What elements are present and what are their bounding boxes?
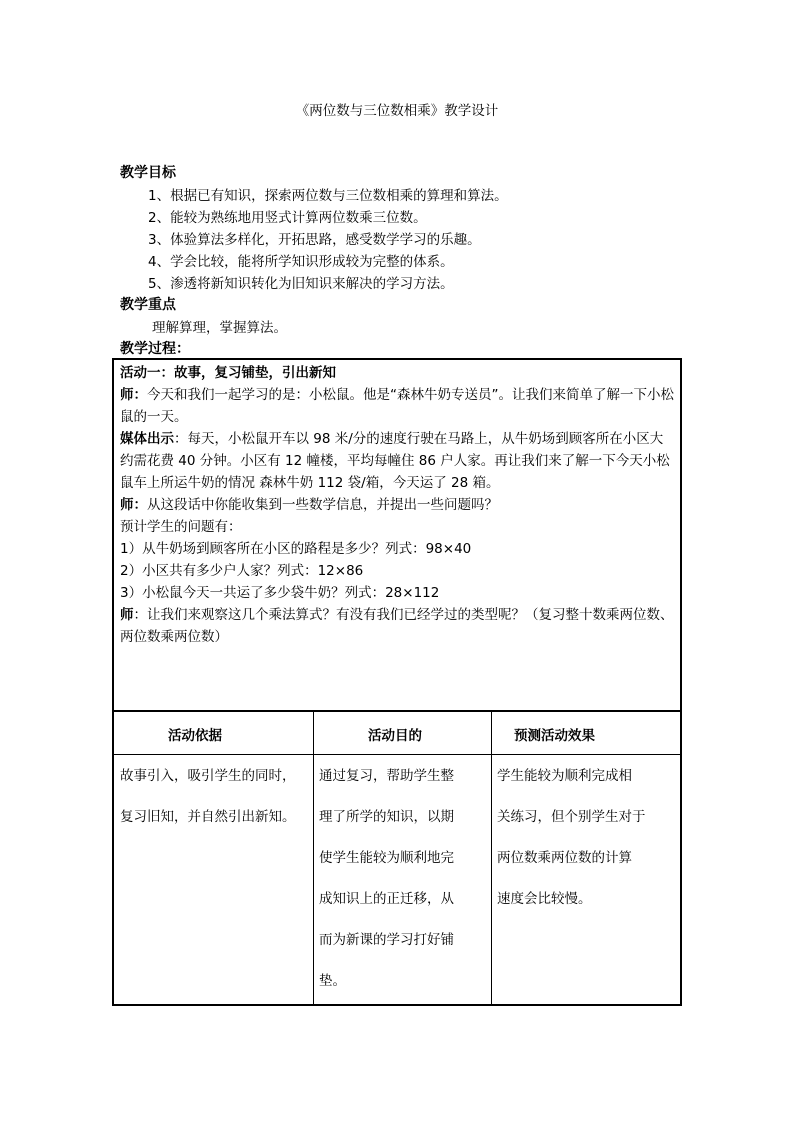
cell-line: 理了所学的知识，以期 <box>319 809 454 825</box>
teacher-label: 师： <box>120 497 147 513</box>
cell-purpose <box>319 756 454 1002</box>
header-divider <box>114 754 680 755</box>
column-divider <box>313 712 314 1004</box>
header-effect: 预测活动效果 <box>514 728 595 744</box>
focus-text: 理解算理，掌握算法。 <box>152 320 287 336</box>
cell-line: 学生能较为顺利完成相 <box>497 768 632 784</box>
cell-basis <box>120 756 296 838</box>
cell-effect <box>497 756 646 920</box>
page-title: 《两位数与三位数相乘》教学设计 <box>295 103 499 119</box>
teacher-text: 从这段话中你能收集到一些数学信息，并提出一些问题吗？ <box>147 497 498 513</box>
activity-title: 活动一：故事，复习铺垫，引出新知 <box>120 365 336 381</box>
question-item: 1）从牛奶场到顾客所在小区的路程是多少？列式：98×40 <box>120 541 472 557</box>
question-item: 2）小区共有多少户人家？列式：12×86 <box>120 563 364 579</box>
activity-box <box>112 358 682 710</box>
question-item: 3）小松鼠今天一共运了多少袋牛奶？列式：28×112 <box>120 585 440 601</box>
header-purpose: 活动目的 <box>368 728 422 744</box>
cell-line: 速度会比较慢。 <box>497 891 592 907</box>
expected-questions-intro: 预计学生的问题有： <box>120 519 242 535</box>
objective-item: 4、学会比较，能将所学知识形成较为完整的体系。 <box>148 254 454 270</box>
process-heading: 教学过程： <box>120 341 190 357</box>
activity-content <box>120 362 676 648</box>
teacher-text: 今天和我们一起学习的是：小松鼠。他是“森林牛奶专送员”。让我们来简单了解一下小松鼠的一天。 <box>120 387 674 425</box>
cell-line: 通过复习，帮助学生整 <box>319 768 454 784</box>
objectives-heading: 教学目标 <box>120 165 176 181</box>
objective-item: 2、能较为熟练地用竖式计算两位数乘三位数。 <box>148 210 427 226</box>
header-basis: 活动依据 <box>168 728 222 744</box>
activity-table <box>112 710 682 1006</box>
cell-line: 故事引入，吸引学生的同时， <box>120 768 296 784</box>
cell-line: 使学生能较为顺利地完 <box>319 850 454 866</box>
column-divider <box>491 712 492 1004</box>
focus-heading: 教学重点 <box>120 297 176 313</box>
teacher-label: 师： <box>120 387 147 403</box>
objective-item: 5、渗透将新知识转化为旧知识来解决的学习方法。 <box>148 276 454 292</box>
teacher-text: ：让我们来观察这几个乘法算式？有没有我们已经学过的类型呢？（复习整十数乘两位数、两位数乘两位数） <box>120 607 674 645</box>
cell-line: 关练习，但个别学生对于 <box>497 809 646 825</box>
objective-item: 3、体验算法多样化，开拓思路，感受数学学习的乐趣。 <box>148 232 481 248</box>
media-text: ：每天，小松鼠开车以 98 米/分的速度行驶在马路上，从牛奶场到顾客所在小区大约需花费 40 分钟。小区有 12 幢楼，平均每幢住 86 户人家。再让我们来了解一下今天小松鼠车上所运牛奶的情况 森林牛奶 112 袋/箱，今天运了 28 箱。 <box>120 431 670 491</box>
cell-line: 复习旧知，并自然引出新知。 <box>120 809 296 825</box>
cell-line: 两位数乘两位数的计算 <box>497 850 632 866</box>
teacher-label: 师 <box>120 607 134 623</box>
objective-item: 1、根据已有知识，探索两位数与三位数相乘的算理和算法。 <box>148 188 508 204</box>
cell-line: 成知识上的正迁移，从 <box>319 891 454 907</box>
cell-line: 垫。 <box>319 973 346 989</box>
media-label: 媒体出示 <box>120 431 174 447</box>
cell-line: 而为新课的学习打好铺 <box>319 932 454 948</box>
